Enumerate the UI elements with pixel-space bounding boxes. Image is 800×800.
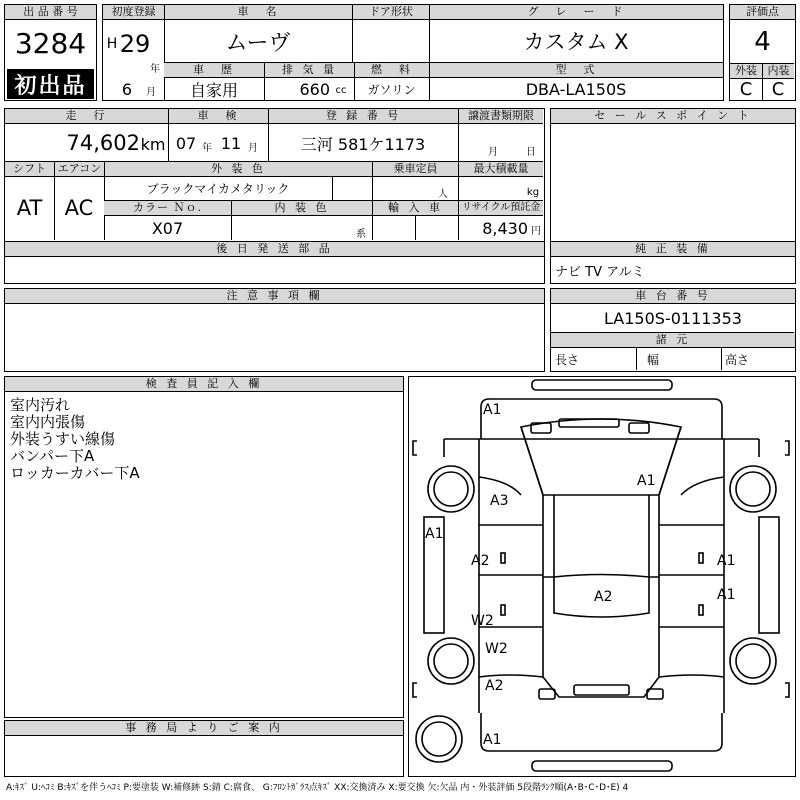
grade-label: グ レ ー ド	[429, 5, 723, 20]
ac-value: AC	[64, 196, 94, 220]
height-label: 高さ	[725, 352, 750, 367]
damage-mark: A1	[425, 526, 444, 542]
era-value: H	[106, 36, 118, 52]
damage-mark: A2	[471, 553, 490, 569]
displacement-value: 660	[299, 79, 330, 99]
import-label: 輸 入 車	[372, 201, 458, 216]
history-label: 車 歴	[164, 63, 264, 78]
chassis-value: LA150S-0111353	[604, 308, 742, 328]
damage-mark: A3	[490, 493, 509, 509]
inspector-note: 室内内張傷	[10, 413, 86, 431]
header-info-box	[102, 4, 724, 101]
transfer-day-unit: 日	[526, 146, 536, 158]
mileage-value: 74,602	[66, 131, 140, 155]
damage-mark: W2	[485, 641, 508, 657]
interior-color-label: 内 装 色	[231, 201, 372, 216]
recycle-label: リサイクル預託金	[458, 201, 543, 216]
dims-label: 諸 元	[551, 333, 795, 348]
inspector-note: バンパー下A	[10, 447, 95, 465]
transfer-month-unit: 月	[488, 146, 498, 158]
inspector-note: 外装うすい線傷	[10, 430, 116, 448]
genuine-equipment-box	[550, 241, 796, 284]
year-value: 29	[119, 30, 151, 58]
color-value: ブラックマイカメタリック	[146, 181, 290, 196]
later-parts-box	[4, 241, 545, 284]
notes-label: 注 意 事 項 欄	[5, 289, 544, 304]
month-unit: 月	[146, 86, 156, 98]
length-label: 長さ	[555, 352, 580, 367]
inspection-year: 07	[175, 133, 197, 153]
damage-mark: A1	[637, 473, 656, 489]
inspection-label: 車 検	[168, 109, 268, 124]
first-registration-label: 初度登録	[103, 5, 164, 20]
sales-points-box	[550, 108, 796, 242]
inspector-box	[4, 376, 404, 718]
year-unit: 年	[150, 63, 160, 75]
damage-mark: A1	[717, 553, 736, 569]
first-listing-badge: 初出品	[7, 69, 94, 99]
recycle-value: 8,430	[482, 218, 528, 238]
office-label: 事 務 局 よ り ご 案 内	[5, 721, 403, 736]
mileage-unit: km	[140, 134, 166, 154]
history-value: 自家用	[189, 80, 238, 100]
recycle-unit: 円	[531, 225, 541, 237]
sales-points-label: セ ー ル ス ポ イ ン ト	[551, 109, 795, 124]
capacity-unit: 人	[438, 188, 448, 200]
genuine-equipment-value: ナビ TV アルミ	[555, 264, 645, 280]
model-value: DBA-LA150S	[525, 79, 627, 99]
specs-box	[4, 108, 545, 242]
genuine-equipment-label: 純 正 装 備	[551, 242, 795, 257]
inspector-label: 検 査 員 記 入 欄	[5, 377, 403, 392]
damage-mark: A1	[717, 587, 736, 603]
inspector-note: ロッカーカバー下A	[10, 464, 140, 482]
color-number-value: X07	[151, 218, 184, 238]
score-value: 4	[754, 26, 771, 57]
shift-label: シフト	[5, 162, 54, 177]
lot-number-label: 出 品 番 号	[5, 5, 96, 20]
exterior-label: 外装	[730, 64, 762, 79]
car-name: ムーヴ	[225, 30, 291, 56]
score-box	[729, 4, 796, 101]
color-label: 外 装 色	[104, 162, 372, 177]
door-type-label: ドア形状	[352, 5, 429, 20]
door-type-value	[352, 20, 429, 62]
lot-number-box	[4, 4, 97, 101]
displacement-unit: cc	[335, 84, 347, 96]
chassis-box	[550, 288, 796, 372]
mileage-label: 走 行	[5, 109, 168, 124]
car-outline-diagram	[409, 377, 794, 775]
transfer-label: 譲渡書類期限	[458, 109, 543, 124]
plate-label: 登 録 番 号	[268, 109, 458, 124]
inspector-note: 室内汚れ	[10, 396, 71, 414]
color-number-label: カラー Ｎｏ.	[104, 201, 231, 216]
capacity-label: 乗車定員	[372, 162, 458, 177]
office-box	[4, 720, 404, 777]
interior-value: C	[771, 79, 785, 100]
load-unit: kg	[526, 186, 540, 198]
load-label: 最大積載量	[458, 162, 543, 177]
car-name-label: 車 名	[164, 5, 352, 20]
damage-mark: A1	[483, 402, 502, 418]
month-value: 6	[121, 79, 133, 99]
plate-value: 三河 581ケ1173	[300, 134, 426, 154]
notes-box	[4, 288, 545, 372]
damage-diagram-box	[408, 376, 796, 777]
interior-label: 内装	[762, 64, 794, 79]
width-label: 幅	[647, 352, 660, 367]
chassis-label: 車 台 番 号	[551, 289, 795, 304]
later-parts-label: 後 日 発 送 部 品	[5, 242, 544, 257]
inspection-month-unit: 月	[248, 142, 258, 154]
damage-mark: A2	[485, 678, 504, 694]
fuel-value: ガソリン	[367, 82, 416, 97]
ac-label: エアコン	[54, 162, 104, 177]
score-label: 評価点	[730, 5, 795, 20]
inspection-year-unit: 年	[202, 142, 212, 154]
damage-mark: A1	[483, 732, 502, 748]
interior-color-unit: 系	[356, 228, 366, 240]
damage-mark: W2	[471, 613, 494, 629]
grade-value: カスタム X	[523, 30, 629, 54]
fuel-label: 燃 料	[354, 63, 429, 78]
shift-value: AT	[16, 196, 43, 220]
legend-text: A:ｷｽﾞ U:ﾍｺﾐ B:ｷｽﾞを伴うﾍｺﾐ P:要塗装 W:補修跡 S:錆 C:腐食、 G:ﾌﾛﾝﾄｶﾞﾗｽ点ｷｽﾞ XX:交換済み X:要交換 欠:欠品 内・外装評価 5段階ﾗﾝｸ順(A･B･C･D･E) 4	[6, 783, 629, 793]
model-label: 型 式	[429, 63, 723, 78]
exterior-value: C	[739, 79, 753, 100]
displacement-label: 排 気 量	[264, 63, 354, 78]
inspection-month: 11	[220, 133, 242, 153]
damage-mark: A2	[594, 589, 613, 605]
lot-number: 3284	[14, 26, 87, 60]
